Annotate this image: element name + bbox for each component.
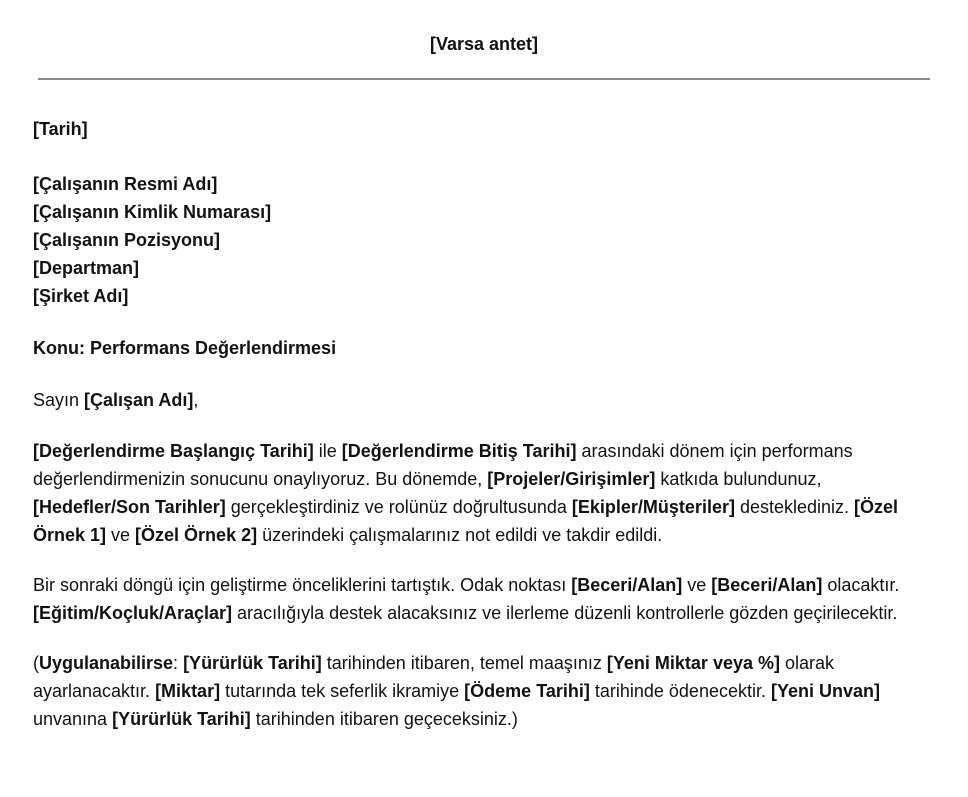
text-run: arasındaki dönem için performans değerlendirmenizin sonucunu onaylıyoruz. Bu dönemde, <box>33 441 853 489</box>
text-run: , <box>193 390 199 410</box>
text-run: katkıda bulundunuz, <box>655 469 822 489</box>
placeholder-employee-name: [Çalışan Adı] <box>84 390 194 410</box>
text-run: ve <box>682 575 712 595</box>
text-run: ve <box>106 525 136 545</box>
placeholder-specific-example-1: [Özel Örnek 1] <box>33 497 899 545</box>
recipient-id-number: [Çalışanın Kimlik Numarası] <box>33 202 272 222</box>
text-run: tarihinden itibaren, temel maaşınız <box>321 653 607 673</box>
placeholder-skill-area-1: [Beceri/Alan] <box>571 575 683 595</box>
placeholder-new-title: [Yeni Unvan] <box>770 681 881 701</box>
recipient-official-name: [Çalışanın Resmi Adı] <box>33 174 218 194</box>
text-run: desteklediniz. <box>734 497 855 517</box>
placeholder-payment-date: [Ödeme Tarihi] <box>464 681 590 701</box>
text-run: tutarında tek seferlik ikramiye <box>220 681 465 701</box>
paragraph-development-plan <box>33 571 935 627</box>
text-run: tarihinde ödenecektir. <box>589 681 771 701</box>
text-run: Bir sonraki döngü için geliştirme önceliklerini tartıştık. Odak noktası <box>33 575 572 595</box>
placeholder-review-end-date: [Değerlendirme Bitiş Tarihi] <box>341 441 577 461</box>
text-run: : <box>173 653 184 673</box>
text-run: olarak ayarlanacaktır. <box>33 653 835 701</box>
subject-line: Konu: Performans Değerlendirmesi <box>33 338 337 358</box>
letter-body <box>0 80 968 733</box>
text-run: gerçekleştirdiniz ve rolünüz doğrultusunda <box>225 497 572 517</box>
placeholder-amount: [Miktar] <box>155 681 221 701</box>
placeholder-teams-clients: [Ekipler/Müşteriler] <box>571 497 735 517</box>
recipient-department: [Departman] <box>33 258 140 278</box>
text-run: üzerindeki çalışmalarınız not edildi ve takdir edildi. <box>257 525 663 545</box>
paragraph-compensation-note <box>33 649 935 733</box>
text-run: unvanına <box>33 709 113 729</box>
paragraph-performance-summary <box>33 437 935 549</box>
salutation <box>33 386 935 414</box>
placeholder-new-amount-or-percent: [Yeni Miktar veya %] <box>606 653 780 673</box>
placeholder-skill-area-2: [Beceri/Alan] <box>711 575 823 595</box>
text-run: Sayın <box>33 390 85 410</box>
placeholder-projects-initiatives: [Projeler/Girişimler] <box>487 469 656 489</box>
text-run: olacaktır. <box>822 575 900 595</box>
placeholder-training-coaching-tools: [Eğitim/Koçluk/Araçlar] <box>33 603 233 623</box>
label-if-applicable: Uygulanabilirse <box>39 653 174 673</box>
text-run: tarihinden itibaren geçeceksiniz.) <box>250 709 518 729</box>
placeholder-specific-example-2: [Özel Örnek 2] <box>135 525 258 545</box>
placeholder-goals-deadlines: [Hedefler/Son Tarihler] <box>33 497 226 517</box>
recipient-company: [Şirket Adı] <box>33 286 129 306</box>
text-run: ( <box>33 653 39 673</box>
placeholder-effective-date-2: [Yürürlük Tarihi] <box>112 709 251 729</box>
text-run: ile <box>313 441 342 461</box>
recipient-position: [Çalışanın Pozisyonu] <box>33 230 221 250</box>
placeholder-effective-date-1: [Yürürlük Tarihi] <box>183 653 322 673</box>
recipient-block <box>33 170 935 310</box>
date-placeholder: [Tarih] <box>33 119 88 139</box>
placeholder-review-start-date: [Değerlendirme Başlangıç Tarihi] <box>33 441 314 461</box>
letterhead-title: [Varsa antet] <box>429 34 539 54</box>
text-run: aracılığıyla destek alacaksınız ve ilerleme düzenli kontrollerle gözden geçirilecektir. <box>232 603 898 623</box>
